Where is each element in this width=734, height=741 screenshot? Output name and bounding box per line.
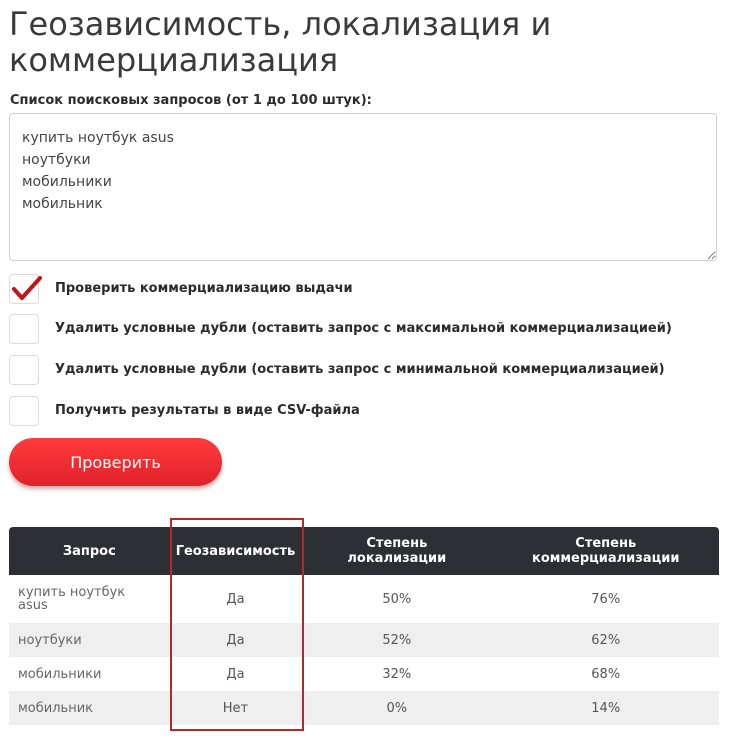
option-label-remove-duplicates-max: Удалить условные дубли (оставить запрос с максимальной коммерциализацией) xyxy=(55,321,672,336)
results-table xyxy=(9,527,719,725)
checkbox-check-commercialization[interactable] xyxy=(9,274,39,304)
option-label-check-commercialization: Проверить коммерциализацию выдачи xyxy=(55,281,353,296)
table-header-row xyxy=(9,527,719,575)
checkbox-remove-duplicates-min[interactable] xyxy=(9,355,39,385)
cell-localization: 0% xyxy=(301,691,492,725)
queries-list-label: Список поисковых запросов (от 1 до 100 штук): xyxy=(10,93,372,108)
check-button[interactable]: Проверить xyxy=(9,438,222,486)
checkmark-icon xyxy=(12,276,42,302)
cell-localization: 32% xyxy=(301,657,492,691)
table-row xyxy=(9,657,719,691)
header-geo: Геозависимость xyxy=(170,527,302,575)
cell-localization: 50% xyxy=(301,575,492,623)
cell-geo: Да xyxy=(170,623,302,657)
option-label-remove-duplicates-min: Удалить условные дубли (оставить запрос с минимальной коммерциализацией) xyxy=(55,362,665,377)
cell-geo: Нет xyxy=(170,691,302,725)
header-localization xyxy=(301,527,492,575)
queries-textarea[interactable] xyxy=(9,113,717,261)
page-title: Геозависимость, локализация и коммерциализация xyxy=(9,5,552,79)
table-row xyxy=(9,623,719,657)
cell-commercialization: 14% xyxy=(492,691,719,725)
cell-query: мобильники xyxy=(9,657,170,691)
cell-localization: 52% xyxy=(301,623,492,657)
cell-geo: Да xyxy=(170,575,302,623)
table-row xyxy=(9,575,719,623)
cell-geo: Да xyxy=(170,657,302,691)
header-commercialization xyxy=(492,527,719,575)
option-label-csv-export: Получить результаты в виде CSV-файла xyxy=(55,403,360,418)
header-commercialization-text: Степень коммерциализации xyxy=(532,536,680,566)
cell-query-text: купить ноутбук asus xyxy=(18,585,126,613)
header-query: Запрос xyxy=(9,527,170,575)
table-row xyxy=(9,691,719,725)
checkbox-remove-duplicates-max[interactable] xyxy=(9,314,39,344)
cell-query xyxy=(9,575,170,623)
cell-query: мобильник xyxy=(9,691,170,725)
header-localization-text: Степень локализации xyxy=(347,536,447,566)
checkbox-csv-export[interactable] xyxy=(9,396,39,426)
cell-commercialization: 68% xyxy=(492,657,719,691)
cell-query: ноутбуки xyxy=(9,623,170,657)
cell-commercialization: 76% xyxy=(492,575,719,623)
cell-commercialization: 62% xyxy=(492,623,719,657)
